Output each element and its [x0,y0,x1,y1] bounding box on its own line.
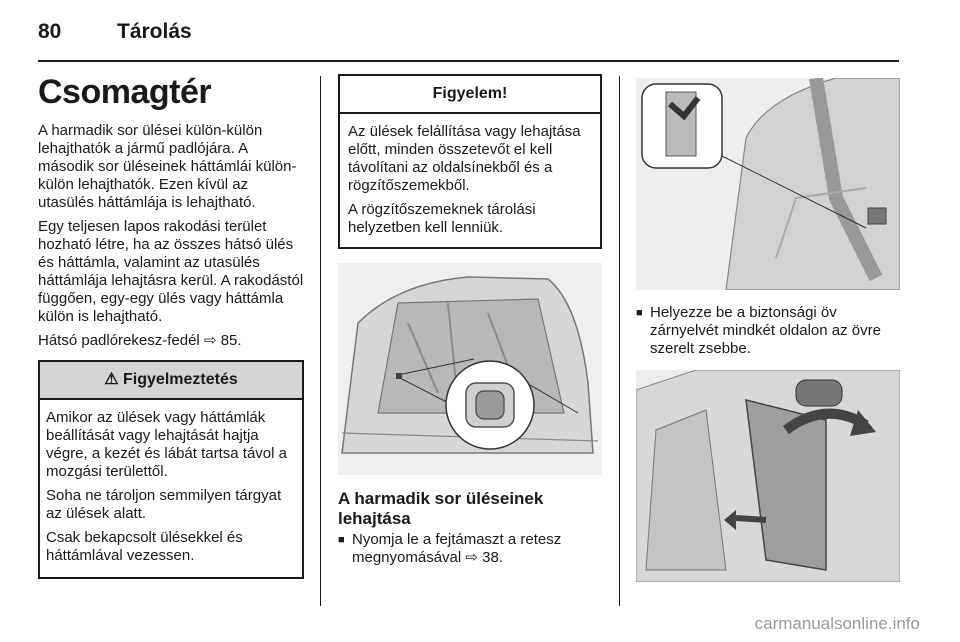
bullet-text [352,531,602,567]
warning-body [40,400,302,577]
page-number: 80 [38,20,62,43]
warning-text-3: Csak bekapcsolt ülésekkel és háttámlával vezessen. [46,529,243,564]
seatback-fold-illustration [636,370,900,582]
column-divider-left [320,76,321,606]
notice-body [340,114,600,247]
bullet-text: Helyezze be a biztonsági öv zárnyelvét mindkét oldalon az övre szerelt zsebbe. [650,304,881,357]
section-title: Tárolás [117,20,192,43]
page-heading: Csomagtér [38,73,212,111]
ref-text: Hátsó padlórekesz-fedél [38,332,200,349]
page-ref-link[interactable]: 38. [482,549,503,566]
notice-header: Figyelem! [340,76,600,114]
seatbelt-illustration [636,78,900,290]
bullet-icon: ■ [636,307,643,319]
notice-box [338,74,602,249]
bullet-icon: ■ [338,534,345,546]
warning-header [40,362,302,400]
page-ref-link[interactable]: 85. [220,332,242,349]
warning-triangle-icon: ⚠ [104,371,119,388]
column-3 [636,74,900,582]
warning-title: Figyelmeztetés [123,371,238,388]
third-row-heading: A harmadik sor üléseinek lehajtása [338,489,544,528]
warning-text-2: Soha ne tároljon semmilyen tárgyat az ülések alatt. [46,487,282,522]
bullet-item-headrest [338,531,602,567]
bullet-instruction: Nyomja le a fejtámaszt a retesz megnyomásával [352,531,562,566]
bullet-item-seatbelt [636,304,900,358]
warning-text-1: Amikor az ülések vagy háttámlák beállítását vagy lehajtását hajtja végre, a kezét és lábát tartsa távol a mozgási területtől. [46,409,287,480]
paragraph-floor-cover-ref [38,332,304,350]
column-1 [38,74,304,579]
notice-text-1: Az ülések felállítása vagy lehajtása előtt, minden összetevőt el kell távolítani az oldalsínekből és a rögzítőszemekből. [348,123,581,194]
header-rule [38,60,899,62]
cargo-area-illustration [338,263,602,475]
page-header [0,0,960,62]
column-divider-right [619,76,620,606]
paragraph-flat-area: Egy teljesen lapos rakodási terület hozható létre, ha az összes hátsó ülés és háttámla, valamint az utasülés háttámlája lehajtásra kerül. A rakodástól függően, egy-egy ülés vagy háttámla külön is lehajtható. [38,218,304,325]
ref-arrow-icon: ⇨ [465,549,478,566]
paragraph-third-row: A harmadik sor ülései külön-külön lehajthatók a jármű padlójára. A második sor üléseinek háttámlái külön-külön lehajthatók. Ezen kívül az utasülés háttámlája is lehajtható. [38,122,297,211]
watermark: carmanualsonline.info [754,614,920,633]
column-2 [338,74,602,569]
ref-arrow-icon: ⇨ [203,332,217,349]
notice-text-2: A rögzítőszemeknek tárolási helyzetben kell lenniük. [348,201,536,236]
warning-box [38,360,304,579]
